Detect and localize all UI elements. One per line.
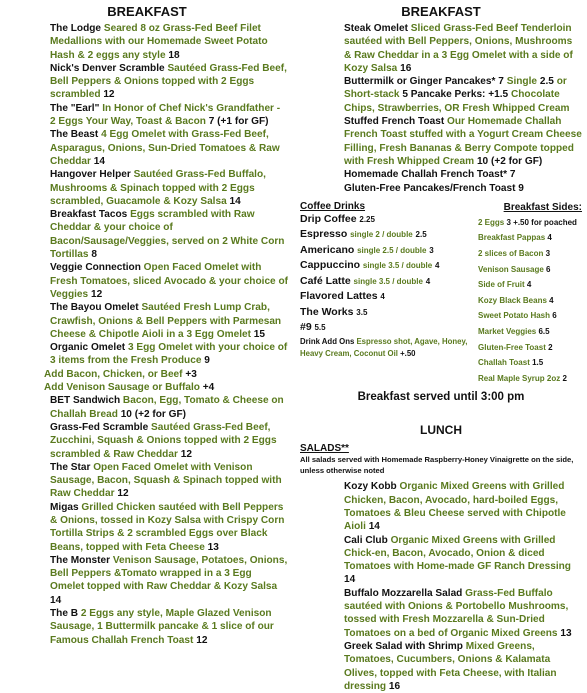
- coffee-row: Espresso single 2 / double 2.5: [300, 228, 427, 241]
- breakfast-sides: [478, 201, 582, 387]
- coffee-row: Drip Coffee 2.25: [300, 212, 375, 225]
- side-row: Challah Toast 1.5: [478, 358, 544, 368]
- menu-item: The Beast 4 Egg Omelet with Grass-Fed Beef, Asparagus, Onions, Sun-Dried Tomatoes & Raw Cheddar 14: [50, 129, 280, 167]
- coffee-row: #9 5.5: [300, 321, 326, 334]
- side-row: 2 slices of Bacon 3: [478, 249, 551, 259]
- side-row: Sweet Potato Hash 6: [478, 311, 557, 321]
- side-row: Real Maple Syrup 2oz 2: [478, 373, 567, 383]
- breakfast-heading: BREAKFAST: [107, 4, 187, 19]
- addon-row: Add Bacon, Chicken, or Beef +3: [44, 368, 197, 380]
- menu-item: The Monster Venison Sausage, Potatoes, Onions, Bell Peppers &Tomato wrapped in a 3 Egg Omelet topped with Raw Cheddar & Kozy Salsa 14: [50, 554, 288, 606]
- side-row: 2 Eggs 3 +.50 for poached: [478, 217, 577, 227]
- coffee-row: The Works 3.5: [300, 305, 368, 318]
- menu-item: Kozy Kobb Organic Mixed Greens with Grilled Chicken, Bacon, Avocado, hard-boiled Eggs, Tomatoes & Bleu Cheese served with Chipotle Aioli 14: [344, 481, 566, 533]
- menu-item: Grass-Fed Scramble Sautéed Grass-Fed Beef, Zucchini, Squash & Onions topped with 2 Eggs scrambled & Raw Cheddar 12: [50, 421, 277, 460]
- addon-row: Add Venison Sausage or Buffalo +4: [44, 382, 215, 394]
- menu-item: Breakfast Tacos Eggs scrambled with Raw Cheddar & your choice of Bacon/Sausage/Veggies, served on 2 White Corn Tortillas 8: [50, 209, 285, 261]
- side-row: Gluten-Free Toast 2: [478, 342, 553, 352]
- drink-addons: Drink Add Ons Espresso shot, Agave, Honey, Heavy Cream, Coconut Oil +.50: [300, 336, 468, 358]
- menu-item: Buttermilk or Ginger Pancakes* 7 Single 2.5 or Short-stack 5 Pancake Perks: +1.5 Chocolate Chips, Strawberries, OR Fresh Whipped Cream: [344, 76, 570, 114]
- menu-item: Veggie Connection Open Faced Omelet with Fresh Tomatoes, sliced Avocado & your choice of Veggies 12: [50, 262, 289, 300]
- menu-item: Migas Grilled Chicken sautéed with Bell Peppers & Onions, tossed in Kozy Salsa with Crispy Corn Tortilla Strips & 2 scrambled Eggs over Black Beans, topped with Feta Cheese 13: [50, 501, 285, 553]
- menu-item: BET Sandwich Bacon, Egg, Tomato & Cheese on Challah Bread 10 (+2 for GF): [50, 395, 284, 420]
- sides-heading: Breakfast Sides:: [503, 201, 582, 213]
- salads-heading: SALADS**: [300, 443, 349, 455]
- menu-item: The Lodge Seared 8 oz Grass-Fed Beef Filet Medallions with our Homemade Sweet Potato Hash & 2 eggs any style 18: [50, 23, 268, 61]
- coffee-row: Café Latte single 3.5 / double 4: [300, 274, 431, 287]
- left-column: [6, 0, 288, 647]
- menu-item: Homemade Challah French Toast* 7: [344, 169, 516, 181]
- side-row: Side of Fruit 4: [478, 280, 532, 290]
- coffee-row: Cappuccino single 3.5 / double 4: [300, 259, 440, 272]
- menu-item: Stuffed French Toast Our Homemade Challah French Toast stuffed with a Yogurt Cream Cheese Filling, Fresh Bananas & Berry Compote topped with Fresh Whipped Cream 10 (+2 for GF): [344, 116, 582, 167]
- side-row: Kozy Black Beans 4: [478, 295, 554, 305]
- side-row: Breakfast Pappas 4: [478, 233, 552, 243]
- menu-item: The "Earl" In Honor of Chef Nick's Grandfather - 2 Eggs Your Way, Toast & Bacon 7 (+1 for GF): [50, 102, 281, 128]
- coffee-row: Flavored Lattes 4: [300, 290, 385, 303]
- menu-item: Buffalo Mozzarella Salad Grass-Fed Buffalo sautéed with Onions & Portobello Mushrooms, tossed with Fresh Mozzarella & Sun-Dried Tomatoes on a bed of Organic Mixed Greens 13: [344, 587, 572, 639]
- coffee-drinks: [300, 201, 475, 387]
- side-row: Market Veggies 6.5: [478, 327, 550, 337]
- salads-note: All salads served with Homemade Raspberry-Honey Vinaigrette on the side, unless otherwise noted: [300, 455, 574, 476]
- menu-item: Greek Salad with Shrimp Mixed Greens, Tomatoes, Cucumbers, Onions & Kalamata Olives, topped with Feta Cheese, with Italian dressing 16: [344, 640, 557, 692]
- coffee-and-sides: [300, 201, 582, 387]
- lunch-heading: LUNCH: [420, 423, 462, 438]
- right-column: [300, 0, 582, 693]
- menu-item: Gluten-Free Pancakes/French Toast 9: [344, 182, 524, 194]
- side-row: Venison Sausage 6: [478, 264, 551, 274]
- served-hours: Breakfast served until 3:00 pm: [357, 391, 525, 404]
- menu-item: Cali Club Organic Mixed Greens with Grilled Chick-en, Bacon, Avocado, Onion & diced Tomatoes with Home-made GF Ranch Dressing 14: [344, 534, 571, 586]
- menu-item: The Bayou Omelet Sautéed Fresh Lump Crab, Crawfish, Onions & Bell Peppers with Parmesan Cheese & Chipotle Aioli in a 3 Egg Omelet 15: [50, 302, 282, 340]
- menu-item: Hangover Helper Sautéed Grass-Fed Buffalo, Mushrooms & Spinach topped with 2 Eggs scrambled, Guacamole & Kozy Salsa 14: [50, 169, 266, 207]
- menu-item: Nick's Denver Scramble Sautéed Grass-Fed Beef, Bell Peppers & Onions topped with 2 Eggs scrambled 12: [50, 62, 287, 101]
- menu-item: Steak Omelet Sliced Grass-Fed Beef Tenderloin sautéed with Bell Peppers, Onions, Mushrooms & Raw Cheddar in a 3 Egg Omelet with a side of Kozy Salsa 16: [344, 23, 573, 74]
- menu-item: The B 2 Eggs any style, Maple Glazed Venison Sausage, 1 Buttermilk pancake & 1 slice of our Famous Challah French Toast 12: [50, 608, 274, 646]
- breakfast-heading-right: BREAKFAST: [401, 4, 481, 19]
- coffee-heading: Coffee Drinks: [300, 200, 366, 212]
- menu-item: Organic Omelet 3 Egg Omelet with your choice of 3 items from the Fresh Produce 9: [50, 342, 288, 367]
- coffee-row: Americano single 2.5 / double 3: [300, 243, 434, 256]
- menu-item: The Star Open Faced Omelet with Venison Sausage, Bacon, Squash & Spinach topped with Raw Cheddar 12: [50, 461, 282, 500]
